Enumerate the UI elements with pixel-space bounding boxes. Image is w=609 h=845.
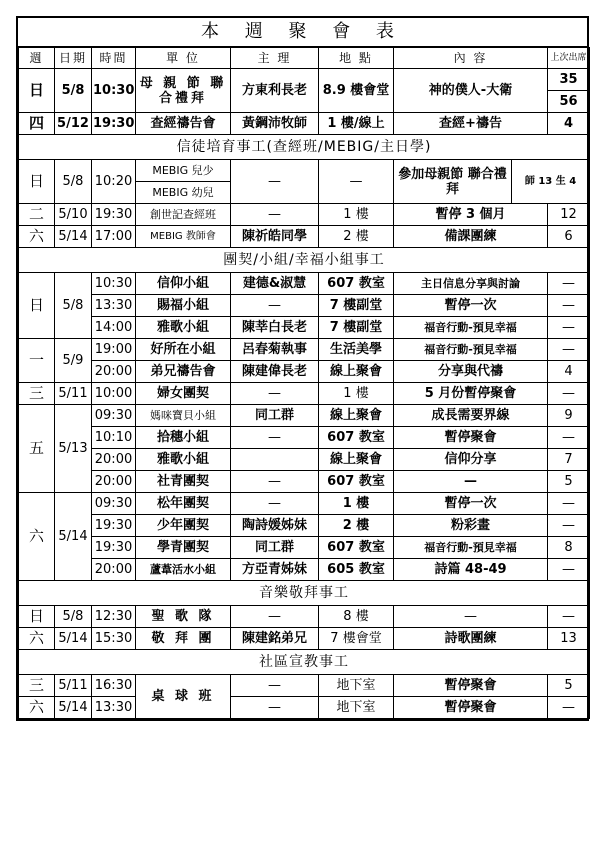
place-cell: 1 樓/線上 <box>319 113 394 135</box>
place-cell: 2 樓 <box>319 515 394 537</box>
content-cell: 粉彩畫 <box>394 515 548 537</box>
day-cell: 三 <box>19 675 55 697</box>
time-cell: 10:30 <box>92 69 136 113</box>
unit-cell: 賜福小組 <box>136 295 231 317</box>
attendance-cell: 4 <box>548 113 590 135</box>
leader-cell: — <box>231 383 319 405</box>
attendance-cell: 師 13 生 4 <box>512 160 590 204</box>
attendance-cell: — <box>548 295 590 317</box>
content-cell: 備課團練 <box>394 226 548 248</box>
time-cell: 19:30 <box>92 113 136 135</box>
leader-cell: 同工群 <box>231 537 319 559</box>
content-cell: 暫停聚會 <box>394 675 548 697</box>
place-cell: 地下室 <box>319 697 394 719</box>
day-cell: 四 <box>19 113 55 135</box>
attendance-cell: 7 <box>548 449 590 471</box>
content-cell: 詩篇 48-49 <box>394 559 548 581</box>
date-cell: 5/10 <box>55 204 92 226</box>
content-cell: 分享與代禱 <box>394 361 548 383</box>
place-cell: 8 樓 <box>319 606 394 628</box>
attendance-cell: 13 <box>548 628 590 650</box>
day-cell: 六 <box>19 628 55 650</box>
unit-cell: 社青團契 <box>136 471 231 493</box>
place-cell: — <box>319 160 394 204</box>
leader-cell: 黃鋼沛牧師 <box>231 113 319 135</box>
table-row <box>19 339 590 361</box>
table-row <box>19 449 590 471</box>
place-cell: 線上聚會 <box>319 405 394 427</box>
content-cell: 福音行動-預見幸福 <box>394 537 548 559</box>
section-title: 團契/小組/幸福小組事工 <box>19 248 590 273</box>
table-row <box>19 515 590 537</box>
leader-cell: — <box>231 697 319 719</box>
leader-cell: — <box>231 204 319 226</box>
leader-cell: — <box>231 606 319 628</box>
time-cell: 13:30 <box>92 295 136 317</box>
time-cell: 10:10 <box>92 427 136 449</box>
place-cell: 607 教室 <box>319 427 394 449</box>
attendance-cell: — <box>548 317 590 339</box>
time-cell: 09:30 <box>92 493 136 515</box>
unit-cell: 拾穗小組 <box>136 427 231 449</box>
content-cell: 成長需要界線 <box>394 405 548 427</box>
header-cell: 上次出席 <box>548 48 590 69</box>
attendance-cell: — <box>548 383 590 405</box>
attendance-cell: — <box>548 559 590 581</box>
day-cell: 六 <box>19 493 55 581</box>
attendance-cell: 5 <box>548 471 590 493</box>
page-title: 本 週 聚 會 表 <box>18 18 587 47</box>
leader-cell: — <box>231 160 319 204</box>
content-cell: 信仰分享 <box>394 449 548 471</box>
time-cell: 20:00 <box>92 559 136 581</box>
unit-cell: 桌 球 班 <box>136 675 231 719</box>
time-cell: 10:20 <box>92 160 136 204</box>
leader-cell: 建德&淑慧 <box>231 273 319 295</box>
time-cell: 20:00 <box>92 361 136 383</box>
time-cell: 16:30 <box>92 675 136 697</box>
time-cell: 12:30 <box>92 606 136 628</box>
header-cell: 內 容 <box>394 48 548 69</box>
attendance-cell: — <box>548 273 590 295</box>
content-cell: 暫停聚會 <box>394 697 548 719</box>
time-cell: 10:30 <box>92 273 136 295</box>
content-cell: 福音行動-預見幸福 <box>394 317 548 339</box>
table-row <box>19 675 590 697</box>
table-row <box>19 471 590 493</box>
leader-cell: 方東利長老 <box>231 69 319 113</box>
attendance-cell: 56 <box>548 91 590 113</box>
schedule-table <box>18 47 590 719</box>
time-cell: 13:30 <box>92 697 136 719</box>
place-cell: 605 教室 <box>319 559 394 581</box>
table-row <box>19 383 590 405</box>
table-row <box>19 226 590 248</box>
attendance-cell: 6 <box>548 226 590 248</box>
table-row <box>19 113 590 135</box>
unit-cell: 雅歌小組 <box>136 317 231 339</box>
attendance-cell: — <box>548 697 590 719</box>
time-cell: 17:00 <box>92 226 136 248</box>
unit-cell: MEBIG 幼兒 <box>136 182 231 204</box>
content-cell: 查經+禱告 <box>394 113 548 135</box>
date-cell: 5/13 <box>55 405 92 493</box>
content-cell: 主日信息分享與討論 <box>394 273 548 295</box>
day-cell: 三 <box>19 383 55 405</box>
place-cell: 地下室 <box>319 675 394 697</box>
table-row <box>19 405 590 427</box>
header-cell: 主 理 <box>231 48 319 69</box>
leader-cell: 陳莘白長老 <box>231 317 319 339</box>
header-row <box>19 48 590 69</box>
date-cell: 5/9 <box>55 339 92 383</box>
time-cell: 19:30 <box>92 515 136 537</box>
place-cell: 607 教室 <box>319 537 394 559</box>
content-cell: 5 月份暫停聚會 <box>394 383 548 405</box>
day-cell: 日 <box>19 160 55 204</box>
table-row <box>19 537 590 559</box>
leader-cell: — <box>231 471 319 493</box>
unit-cell: 媽咪寶貝小組 <box>136 405 231 427</box>
attendance-cell: — <box>548 493 590 515</box>
time-cell: 20:00 <box>92 449 136 471</box>
time-cell: 19:00 <box>92 339 136 361</box>
time-cell: 14:00 <box>92 317 136 339</box>
time-cell: 15:30 <box>92 628 136 650</box>
unit-cell: 母 親 節 聯合禮拜 <box>136 69 231 113</box>
content-cell: — <box>394 606 548 628</box>
time-cell: 20:00 <box>92 471 136 493</box>
content-cell: 暫停聚會 <box>394 427 548 449</box>
attendance-cell: — <box>548 606 590 628</box>
attendance-cell: 5 <box>548 675 590 697</box>
date-cell: 5/11 <box>55 383 92 405</box>
date-cell: 5/8 <box>55 69 92 113</box>
date-cell: 5/14 <box>55 226 92 248</box>
leader-cell: — <box>231 427 319 449</box>
place-cell: 生活美學 <box>319 339 394 361</box>
table-row <box>19 493 590 515</box>
attendance-cell: 8 <box>548 537 590 559</box>
place-cell: 1 樓 <box>319 204 394 226</box>
day-cell: 日 <box>19 69 55 113</box>
content-cell: 神的僕人-大衛 <box>394 69 548 113</box>
section-header <box>19 135 590 160</box>
section-header <box>19 650 590 675</box>
leader-cell: 同工群 <box>231 405 319 427</box>
place-cell: 8.9 樓會堂 <box>319 69 394 113</box>
unit-cell: 信仰小組 <box>136 273 231 295</box>
table-row <box>19 160 590 182</box>
attendance-cell: — <box>548 515 590 537</box>
date-cell: 5/14 <box>55 697 92 719</box>
leader-cell: 陳建銘弟兄 <box>231 628 319 650</box>
table-row <box>19 697 590 719</box>
weekly-schedule <box>16 16 589 721</box>
date-cell: 5/14 <box>55 493 92 581</box>
table-row <box>19 427 590 449</box>
leader-cell: — <box>231 295 319 317</box>
place-cell: 607 教室 <box>319 273 394 295</box>
unit-cell: 查經禱告會 <box>136 113 231 135</box>
content-cell: 參加母親節 聯合禮拜 <box>394 160 512 204</box>
leader-cell: 陳祈皓同學 <box>231 226 319 248</box>
place-cell: 7 樓副堂 <box>319 295 394 317</box>
date-cell: 5/14 <box>55 628 92 650</box>
day-cell: 六 <box>19 697 55 719</box>
table-row <box>19 606 590 628</box>
time-cell: 10:00 <box>92 383 136 405</box>
unit-cell: 好所在小組 <box>136 339 231 361</box>
unit-cell: 創世記查經班 <box>136 204 231 226</box>
leader-cell: 陶詩媛姊妹 <box>231 515 319 537</box>
unit-cell: MEBIG 兒少 <box>136 160 231 182</box>
unit-cell: 敬 拜 團 <box>136 628 231 650</box>
date-cell: 5/8 <box>55 606 92 628</box>
unit-cell: 婦女團契 <box>136 383 231 405</box>
table-row <box>19 273 590 295</box>
place-cell: 1 樓 <box>319 493 394 515</box>
content-cell: 暫停一次 <box>394 493 548 515</box>
content-cell: 暫停 3 個月 <box>394 204 548 226</box>
unit-cell: MEBIG 教師會 <box>136 226 231 248</box>
time-cell: 09:30 <box>92 405 136 427</box>
unit-cell: 雅歌小組 <box>136 449 231 471</box>
table-row <box>19 559 590 581</box>
content-cell: 詩歌團練 <box>394 628 548 650</box>
day-cell: 二 <box>19 204 55 226</box>
header-cell: 週 <box>19 48 55 69</box>
leader-cell <box>231 449 319 471</box>
table-row <box>19 361 590 383</box>
unit-cell: 蘆葦活水小組 <box>136 559 231 581</box>
table-row <box>19 295 590 317</box>
place-cell: 線上聚會 <box>319 449 394 471</box>
section-header <box>19 248 590 273</box>
header-cell: 單 位 <box>136 48 231 69</box>
table-row <box>19 69 590 91</box>
table-row <box>19 628 590 650</box>
unit-cell: 弟兄禱告會 <box>136 361 231 383</box>
day-cell: 五 <box>19 405 55 493</box>
attendance-cell: 4 <box>548 361 590 383</box>
date-cell: 5/8 <box>55 160 92 204</box>
table-row <box>19 317 590 339</box>
leader-cell: 呂春菊執事 <box>231 339 319 361</box>
unit-cell: 學青團契 <box>136 537 231 559</box>
leader-cell: 方亞青姊妹 <box>231 559 319 581</box>
attendance-cell: 12 <box>548 204 590 226</box>
unit-cell: 少年團契 <box>136 515 231 537</box>
leader-cell: — <box>231 493 319 515</box>
section-title: 音樂敬拜事工 <box>19 581 590 606</box>
place-cell: 7 樓會堂 <box>319 628 394 650</box>
table-row <box>19 204 590 226</box>
unit-cell: 聖 歌 隊 <box>136 606 231 628</box>
leader-cell: 陳建偉長老 <box>231 361 319 383</box>
section-title: 信徒培育事工(查經班/MEBIG/主日學) <box>19 135 590 160</box>
place-cell: 1 樓 <box>319 383 394 405</box>
date-cell: 5/12 <box>55 113 92 135</box>
time-cell: 19:30 <box>92 204 136 226</box>
section-header <box>19 581 590 606</box>
content-cell: 福音行動-預見幸福 <box>394 339 548 361</box>
content-cell: — <box>394 471 548 493</box>
attendance-cell: — <box>548 427 590 449</box>
day-cell: 日 <box>19 606 55 628</box>
header-cell: 日期 <box>55 48 92 69</box>
section-title: 社區宣教事工 <box>19 650 590 675</box>
time-cell: 19:30 <box>92 537 136 559</box>
leader-cell: — <box>231 675 319 697</box>
header-cell: 地 點 <box>319 48 394 69</box>
unit-cell: 松年團契 <box>136 493 231 515</box>
day-cell: 一 <box>19 339 55 383</box>
place-cell: 607 教室 <box>319 471 394 493</box>
date-cell: 5/8 <box>55 273 92 339</box>
day-cell: 六 <box>19 226 55 248</box>
date-cell: 5/11 <box>55 675 92 697</box>
attendance-cell: — <box>548 339 590 361</box>
day-cell: 日 <box>19 273 55 339</box>
attendance-cell: 9 <box>548 405 590 427</box>
place-cell: 線上聚會 <box>319 361 394 383</box>
place-cell: 7 樓副堂 <box>319 317 394 339</box>
header-cell: 時間 <box>92 48 136 69</box>
attendance-cell: 35 <box>548 69 590 91</box>
content-cell: 暫停一次 <box>394 295 548 317</box>
place-cell: 2 樓 <box>319 226 394 248</box>
